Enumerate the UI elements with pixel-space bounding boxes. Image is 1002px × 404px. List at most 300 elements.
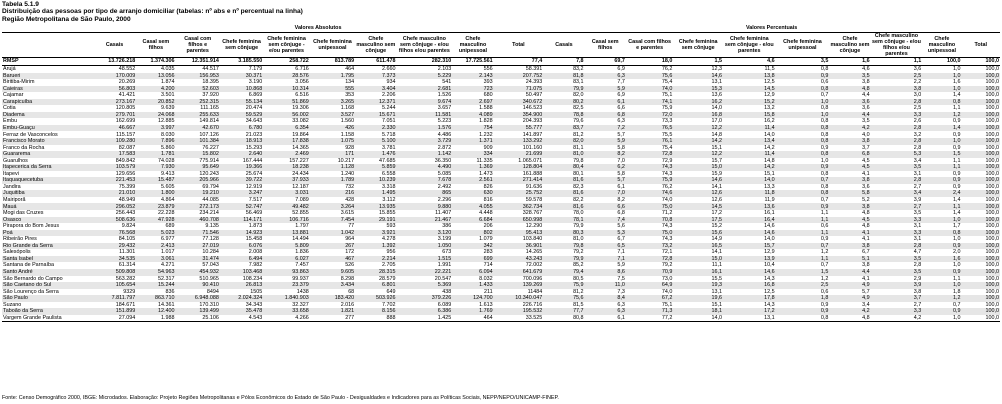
table-cell: 13,3 <box>764 183 775 190</box>
table-cell: 11.335 <box>476 157 493 164</box>
table-cell: 2.330 <box>355 125 396 132</box>
table-cell: 1,0 <box>922 73 961 80</box>
table-cell: 526 <box>345 262 355 269</box>
table-cell: 3,5 <box>862 118 870 125</box>
table-cell: 15,1 <box>711 144 722 151</box>
table-cell: 50.497 <box>525 92 543 99</box>
table-cell: 362.734 <box>494 203 544 210</box>
table-cell: 36.901 <box>494 243 544 250</box>
table-cell: 12.885 <box>158 118 175 125</box>
table-cell: 255.633 <box>176 112 220 119</box>
table-cell: 77,7 <box>543 308 584 315</box>
table-cell: 3,1 <box>913 170 922 177</box>
table-cell: 5,9 <box>617 262 625 269</box>
table-cell: 13.881 <box>263 230 309 237</box>
table-cell: 100,0 <box>985 79 999 86</box>
table-row <box>2 58 1000 66</box>
table-cell: 6.869 <box>248 92 263 99</box>
table-cell: 95.649 <box>176 164 220 171</box>
table-cell: 2.872 <box>437 144 452 151</box>
table-cell: 836 <box>165 288 175 295</box>
table-cell: 3,5 <box>776 58 830 66</box>
table-cell: 3.120 <box>397 230 453 237</box>
table-cell: 7,0 <box>585 190 626 197</box>
table-cell: 1.371 <box>452 138 493 145</box>
table-cell: 5.605 <box>161 183 175 190</box>
table-cell: 6.094 <box>452 269 493 276</box>
table-cell: 100,0 <box>985 288 999 295</box>
table-cell: 146.523 <box>522 105 543 112</box>
table-cell: 10.239 <box>355 177 396 184</box>
table-cell: 3.997 <box>136 125 175 132</box>
table-cell: 8,2 <box>617 197 625 203</box>
table-cell: 1,0 <box>953 262 961 269</box>
table-cell: 100,0 <box>962 138 1000 145</box>
table-cell: 76.227 <box>202 144 219 151</box>
table-cell: 14,6 <box>723 269 776 276</box>
table-cell: 4,8 <box>829 315 870 322</box>
table-cell: 3.265 <box>310 99 355 106</box>
table-cell: 100,0 <box>962 295 1000 302</box>
table-cell: 5,7 <box>585 177 626 184</box>
column-header: Chefe masculino sem cônjuge <box>829 33 870 58</box>
table-cell: 3.501 <box>161 92 175 99</box>
table-cell: 9.605 <box>310 269 355 276</box>
table-cell: 283 <box>483 249 493 256</box>
table-cell: 46.667 <box>93 125 136 132</box>
table-cell: 73,3 <box>661 118 673 125</box>
table-cell: 340.672 <box>494 99 544 106</box>
table-cell: 1,6 <box>953 79 961 86</box>
source-footnote: Fonte: Censo Demográfico 2000, IBGE: Microdados. Elaboração: Projeto Regiões Metropolitanas e Pólos Econômicos do Estado de São Paulo - Desigualdades e Indicadores para as Políticas Sociais, NEPP/NEPO/UNICAMP-FINEP. <box>2 395 559 401</box>
table-cell: 1,2 <box>922 112 961 119</box>
table-cell: 9.413 <box>161 170 175 177</box>
table-cell: 14,6 <box>673 73 723 80</box>
table-cell: 12.290 <box>525 223 543 230</box>
table-cell: 273.167 <box>93 99 136 106</box>
table-cell: 211 <box>483 288 493 295</box>
table-cell: 75.399 <box>118 183 136 190</box>
table-cell: 1.473 <box>479 170 493 177</box>
table-cell: 12,9 <box>764 92 775 99</box>
table-cell: 12,9 <box>764 249 775 256</box>
table-cell: 31.474 <box>176 256 220 263</box>
table-cell: 1.425 <box>397 315 453 322</box>
table-cell: 79,4 <box>543 269 584 276</box>
table-cell: 81,2 <box>573 131 584 138</box>
table-cell: 90.410 <box>176 282 220 289</box>
column-header: Chefe feminina sem cônjuge <box>673 33 723 58</box>
municipality-name: Itaquaquecetuba <box>2 177 93 184</box>
table-cell: 7.896 <box>136 138 175 145</box>
table-cell: 3,2 <box>913 131 922 138</box>
table-cell: 216 <box>310 190 355 197</box>
municipality-name: São Lourenço da Serra <box>3 288 59 295</box>
table-cell: 1,1 <box>953 275 961 282</box>
table-cell: 10,4 <box>764 262 775 269</box>
table-cell: 699 <box>452 256 493 263</box>
table-cell: 271.414 <box>494 177 544 184</box>
table-cell: 8,6 <box>585 269 626 276</box>
table-cell: 77 <box>348 223 355 230</box>
table-cell: 1,0 <box>922 86 961 93</box>
table-cell: 71.075 <box>494 86 544 93</box>
table-cell: 6,8 <box>617 210 625 217</box>
table-cell: 3,5 <box>871 164 923 171</box>
table-cell: 28.576 <box>263 73 309 80</box>
table-cell: 826 <box>483 183 493 190</box>
table-cell: 1.781 <box>136 151 175 158</box>
table-cell: 277 <box>310 315 355 322</box>
table-cell: 72.002 <box>525 262 543 269</box>
table-cell: 85,2 <box>573 262 584 269</box>
municipality-name: São Caetano do Sul <box>2 282 93 289</box>
table-cell: 1.874 <box>161 79 175 86</box>
table-cell: 4,0 <box>862 131 870 138</box>
table-cell: 30.371 <box>220 73 263 80</box>
table-cell: 1,2 <box>820 249 829 256</box>
table-cell: 12,2 <box>673 151 723 158</box>
table-cell: 2.024.324 <box>220 295 263 302</box>
table-cell: 81,8 <box>543 73 584 80</box>
table-cell: 754 <box>452 125 493 132</box>
table-cell: 22.221 <box>397 269 453 276</box>
table-cell: 2.206 <box>382 92 396 99</box>
table-cell: 4.271 <box>161 262 175 269</box>
table-cell: 15.671 <box>355 112 396 119</box>
table-cell: 5.229 <box>397 73 453 80</box>
table-cell: 28.579 <box>379 275 396 282</box>
table-cell: 8.032 <box>479 275 493 282</box>
table-cell: 15.458 <box>245 236 263 243</box>
table-cell: 133.292 <box>494 138 544 145</box>
table-cell: 52.747 <box>220 203 263 210</box>
table-cell: 105.654 <box>93 282 136 289</box>
table-cell: 10.340.047 <box>494 295 544 302</box>
table-cell: 55.134 <box>220 99 263 106</box>
table-cell: 4,4 <box>829 269 870 276</box>
table-cell: 7,2 <box>585 125 626 132</box>
table-cell: 1.168 <box>340 105 355 112</box>
table-cell: 14,0 <box>764 131 775 138</box>
table-cell: 33.658 <box>263 308 309 315</box>
municipality-name: Embu-Guaçu <box>2 125 93 132</box>
table-cell: 503.926 <box>355 295 396 302</box>
table-cell: 162.699 <box>115 118 136 125</box>
table-cell: 54.963 <box>136 269 175 276</box>
table-cell: 438 <box>442 288 452 295</box>
table-cell: 10.217 <box>337 157 355 164</box>
table-cell: 1.795 <box>310 73 355 80</box>
table-cell: 1.576 <box>397 125 453 132</box>
table-cell: 14.361 <box>158 301 175 308</box>
table-cell: 1.840.903 <box>263 295 309 302</box>
table-cell: 1,1 <box>776 217 830 224</box>
table-cell: 775.914 <box>199 157 219 164</box>
table-cell: 1.560 <box>340 118 355 125</box>
table-cell: 3.112 <box>382 197 396 203</box>
table-cell: 7,1 <box>585 256 626 263</box>
table-cell: 3.404 <box>355 86 396 93</box>
table-cell: 2.008 <box>248 249 263 256</box>
table-cell: 0,8 <box>776 315 830 322</box>
table-cell: 2.103 <box>437 66 452 73</box>
table-cell: 83,2 <box>573 66 584 73</box>
table-cell: 14,0 <box>673 315 723 322</box>
table-cell: 7,5 <box>617 275 625 282</box>
table-cell: 1,0 <box>776 99 830 106</box>
table-cell: 15,7 <box>723 243 776 250</box>
municipality-name: Cotia <box>3 105 16 112</box>
table-cell: 11,9 <box>764 197 775 203</box>
table-cell: 100,0 <box>962 99 1000 106</box>
table-cell: 79,6 <box>573 118 584 125</box>
table-cell: 4.448 <box>479 210 493 217</box>
table-cell: 1.988 <box>136 315 175 322</box>
table-cell: 74,0 <box>661 288 673 295</box>
table-cell: 3,7 <box>871 295 923 302</box>
table-cell: 79,2 <box>573 249 584 256</box>
table-cell: 4,1 <box>862 236 870 243</box>
table-cell: 510.965 <box>199 275 219 282</box>
table-cell: 14.923 <box>220 230 263 237</box>
table-cell: 0,8 <box>922 99 961 106</box>
table-cell: 25.752 <box>494 190 544 197</box>
table-cell: 1.158 <box>340 131 355 138</box>
municipality-name: Ribeirão Pires <box>3 236 37 243</box>
table-cell: 115.157 <box>116 131 136 138</box>
table-cell: 3.031 <box>263 190 309 197</box>
table-cell: 7,8 <box>543 58 584 66</box>
table-cell: 16,8 <box>723 282 776 289</box>
table-cell: 4.035 <box>161 66 175 73</box>
table-cell: 2,8 <box>913 262 922 269</box>
table-cell: 508.636 <box>93 217 136 224</box>
table-cell: 80,3 <box>543 230 584 237</box>
table-cell: 0,9 <box>922 308 961 315</box>
table-cell: 2,5 <box>776 282 830 289</box>
table-cell: 4,8 <box>862 223 870 230</box>
table-cell: 13,4 <box>723 138 776 145</box>
table-cell: 17.725.561 <box>452 58 493 66</box>
table-cell: 3,8 <box>862 79 870 86</box>
table-cell: 170.009 <box>93 73 136 80</box>
table-cell: 52.855 <box>292 210 309 217</box>
table-cell: 11,4 <box>723 151 776 158</box>
table-cell: 107.126 <box>199 131 219 138</box>
table-cell: 5,9 <box>585 86 626 93</box>
column-header: Chefe feminina sem cônjuge - e/ou parentes <box>723 33 776 58</box>
table-cell: 1.821 <box>310 308 355 315</box>
table-cell: 0,9 <box>776 164 830 171</box>
table-cell: 11.407 <box>435 210 452 217</box>
table-cell: 100,0 <box>985 157 999 164</box>
table-cell: 13,1 <box>711 288 722 295</box>
table-cell: 5.369 <box>397 282 453 289</box>
column-header: Chefe masculino unipessoal <box>452 33 493 58</box>
table-cell: 100,0 <box>962 58 1000 66</box>
municipality-name: Mauá <box>2 203 93 210</box>
table-cell: 2.296 <box>437 197 452 203</box>
table-cell: 9.639 <box>161 105 175 112</box>
table-cell: 100,0 <box>922 58 961 66</box>
table-cell: 79,9 <box>543 86 584 93</box>
table-cell: 48.552 <box>118 66 136 73</box>
table-cell: 100,0 <box>985 223 999 230</box>
table-cell: 0,9 <box>953 131 961 138</box>
table-cell: 14,3 <box>764 275 775 282</box>
table-cell: 964 <box>345 236 355 243</box>
table-cell: 72,8 <box>626 151 674 158</box>
table-cell: 1,1 <box>922 203 961 210</box>
table-cell: 71.546 <box>176 230 220 237</box>
table-cell: 393 <box>483 79 493 86</box>
municipality-name: Caieiras <box>2 86 93 93</box>
table-cell: 2.016 <box>340 301 355 308</box>
municipality-name: Embu <box>3 118 18 125</box>
table-cell: 1,4 <box>953 92 961 99</box>
table-cell: 100,0 <box>985 183 999 190</box>
table-cell: 13,6 <box>723 203 776 210</box>
table-cell: 8494 <box>206 288 219 295</box>
table-cell: 1,8 <box>953 288 961 295</box>
table-cell: 467 <box>310 256 355 263</box>
table-cell: 14,0 <box>711 105 722 112</box>
table-cell: 3.657 <box>437 105 452 112</box>
table-cell: 14,3 <box>764 301 775 308</box>
table-cell: 58.391 <box>525 66 543 73</box>
table-cell: 205.966 <box>176 177 220 184</box>
table-cell: 3,5 <box>871 256 923 263</box>
table-cell: 108.234 <box>242 275 263 282</box>
table-cell: 13.935 <box>355 203 396 210</box>
table-cell: 52.603 <box>176 86 220 93</box>
table-cell: 14,1 <box>711 183 722 190</box>
table-cell: 0,7 <box>820 92 829 99</box>
table-cell: 1,4 <box>953 210 961 217</box>
table-cell: 1.142 <box>397 151 453 158</box>
table-cell: 39.722 <box>220 177 263 184</box>
table-cell: 7.051 <box>382 118 396 125</box>
table-cell: 1.800 <box>136 190 175 197</box>
table-description: Distribuição das pessoas por tipo de arranjo domiciliar (tabelas: nº abs e nº percentual na linha) <box>2 8 303 16</box>
table-cell: 5,3 <box>871 151 923 158</box>
table-cell: 1.075 <box>310 138 355 145</box>
table-cell: 3,6 <box>862 105 870 112</box>
table-cell: 15,2 <box>723 99 776 106</box>
municipality-name: Jandira <box>3 183 21 190</box>
table-cell: 77,2 <box>626 315 674 322</box>
municipality-name: Rio Grande da Serra <box>2 243 93 250</box>
header-blank <box>2 24 93 33</box>
table-cell: 59.578 <box>525 197 543 203</box>
table-cell: 91.636 <box>525 183 543 190</box>
table-cell: 13,8 <box>723 73 776 80</box>
table-cell: 14,2 <box>764 144 775 151</box>
table-cell: 0,9 <box>820 236 829 243</box>
table-cell: 3.615 <box>340 210 355 217</box>
table-cell: 183.420 <box>310 295 355 302</box>
table-cell: 75,0 <box>626 203 674 210</box>
table-cell: 1.495 <box>355 190 396 197</box>
table-cell: 1.433 <box>452 282 493 289</box>
table-cell: 17,0 <box>711 118 722 125</box>
table-cell: 1.526 <box>437 92 452 99</box>
table-cell: 9329 <box>123 288 136 295</box>
table-cell: 17.583 <box>93 151 136 158</box>
table-cell: 3,4 <box>913 157 922 164</box>
table-cell: 1.392 <box>355 243 396 250</box>
table-cell: 74,3 <box>661 223 673 230</box>
table-cell: 36.350 <box>434 157 452 164</box>
table-cell: 4,4 <box>829 112 870 119</box>
table-cell: 10.868 <box>220 86 263 93</box>
table-cell: 1,5 <box>673 58 723 66</box>
table-cell: 7.373 <box>355 73 396 80</box>
table-cell: 34.643 <box>245 118 263 125</box>
table-cell: 2.469 <box>263 151 309 158</box>
column-header: Casal com filhos e parentes <box>176 33 220 58</box>
table-cell: 100,0 <box>985 131 999 138</box>
municipality-name: Guarulhos <box>3 157 28 164</box>
table-cell: 27.019 <box>176 243 220 250</box>
table-cell: 1.836 <box>295 249 309 256</box>
table-row <box>2 66 1000 73</box>
table-cell: 2.143 <box>452 73 493 80</box>
table-cell: 6,3 <box>585 73 626 80</box>
table-cell: 4,2 <box>871 315 923 322</box>
table-cell: 29.191 <box>355 217 396 224</box>
table-cell: 76.568 <box>93 230 136 237</box>
table-cell: 7.517 <box>248 197 263 203</box>
table-cell: 0,9 <box>953 183 961 190</box>
table-cell: 11,4 <box>723 125 776 132</box>
table-cell: 18.238 <box>263 164 309 171</box>
table-cell: 15.487 <box>136 177 175 184</box>
table-cell: 0,8 <box>776 151 830 158</box>
table-cell: 1,8 <box>776 295 830 302</box>
table-cell: 100,0 <box>962 125 1000 132</box>
table-cell: 74,3 <box>661 236 673 243</box>
table-cell: 1,1 <box>871 58 923 66</box>
table-cell: 909 <box>483 144 493 151</box>
table-cell: 4,4 <box>862 92 870 99</box>
table-cell: 611.478 <box>355 58 396 66</box>
table-cell: 21.023 <box>245 131 263 138</box>
table-cell: 0,8 <box>820 170 829 177</box>
table-cell: 1.991 <box>437 262 452 269</box>
table-cell: 1,2 <box>922 295 961 302</box>
table-cell: 195.532 <box>494 308 544 315</box>
column-header: Casais <box>543 33 584 58</box>
column-header: Casal sem filhos <box>136 33 175 58</box>
table-cell: 100,0 <box>985 262 999 269</box>
table-cell: 1.232 <box>479 131 493 138</box>
table-cell: 13.726.218 <box>93 58 136 66</box>
table-cell: 76,5 <box>626 125 674 132</box>
table-cell: 75,0 <box>626 230 674 237</box>
table-cell: 3,8 <box>829 203 870 210</box>
municipality-name: Diadema <box>2 112 93 119</box>
table-cell: 44.085 <box>202 197 219 203</box>
table-cell: 2,9 <box>913 275 922 282</box>
table-cell: 0,8 <box>820 131 829 138</box>
table-cell: 2,5 <box>871 73 923 80</box>
table-cell: 28.315 <box>355 269 396 276</box>
table-cell: 17,2 <box>723 308 776 315</box>
table-cell: 52.317 <box>158 275 175 282</box>
table-cell: 4.266 <box>263 315 309 322</box>
